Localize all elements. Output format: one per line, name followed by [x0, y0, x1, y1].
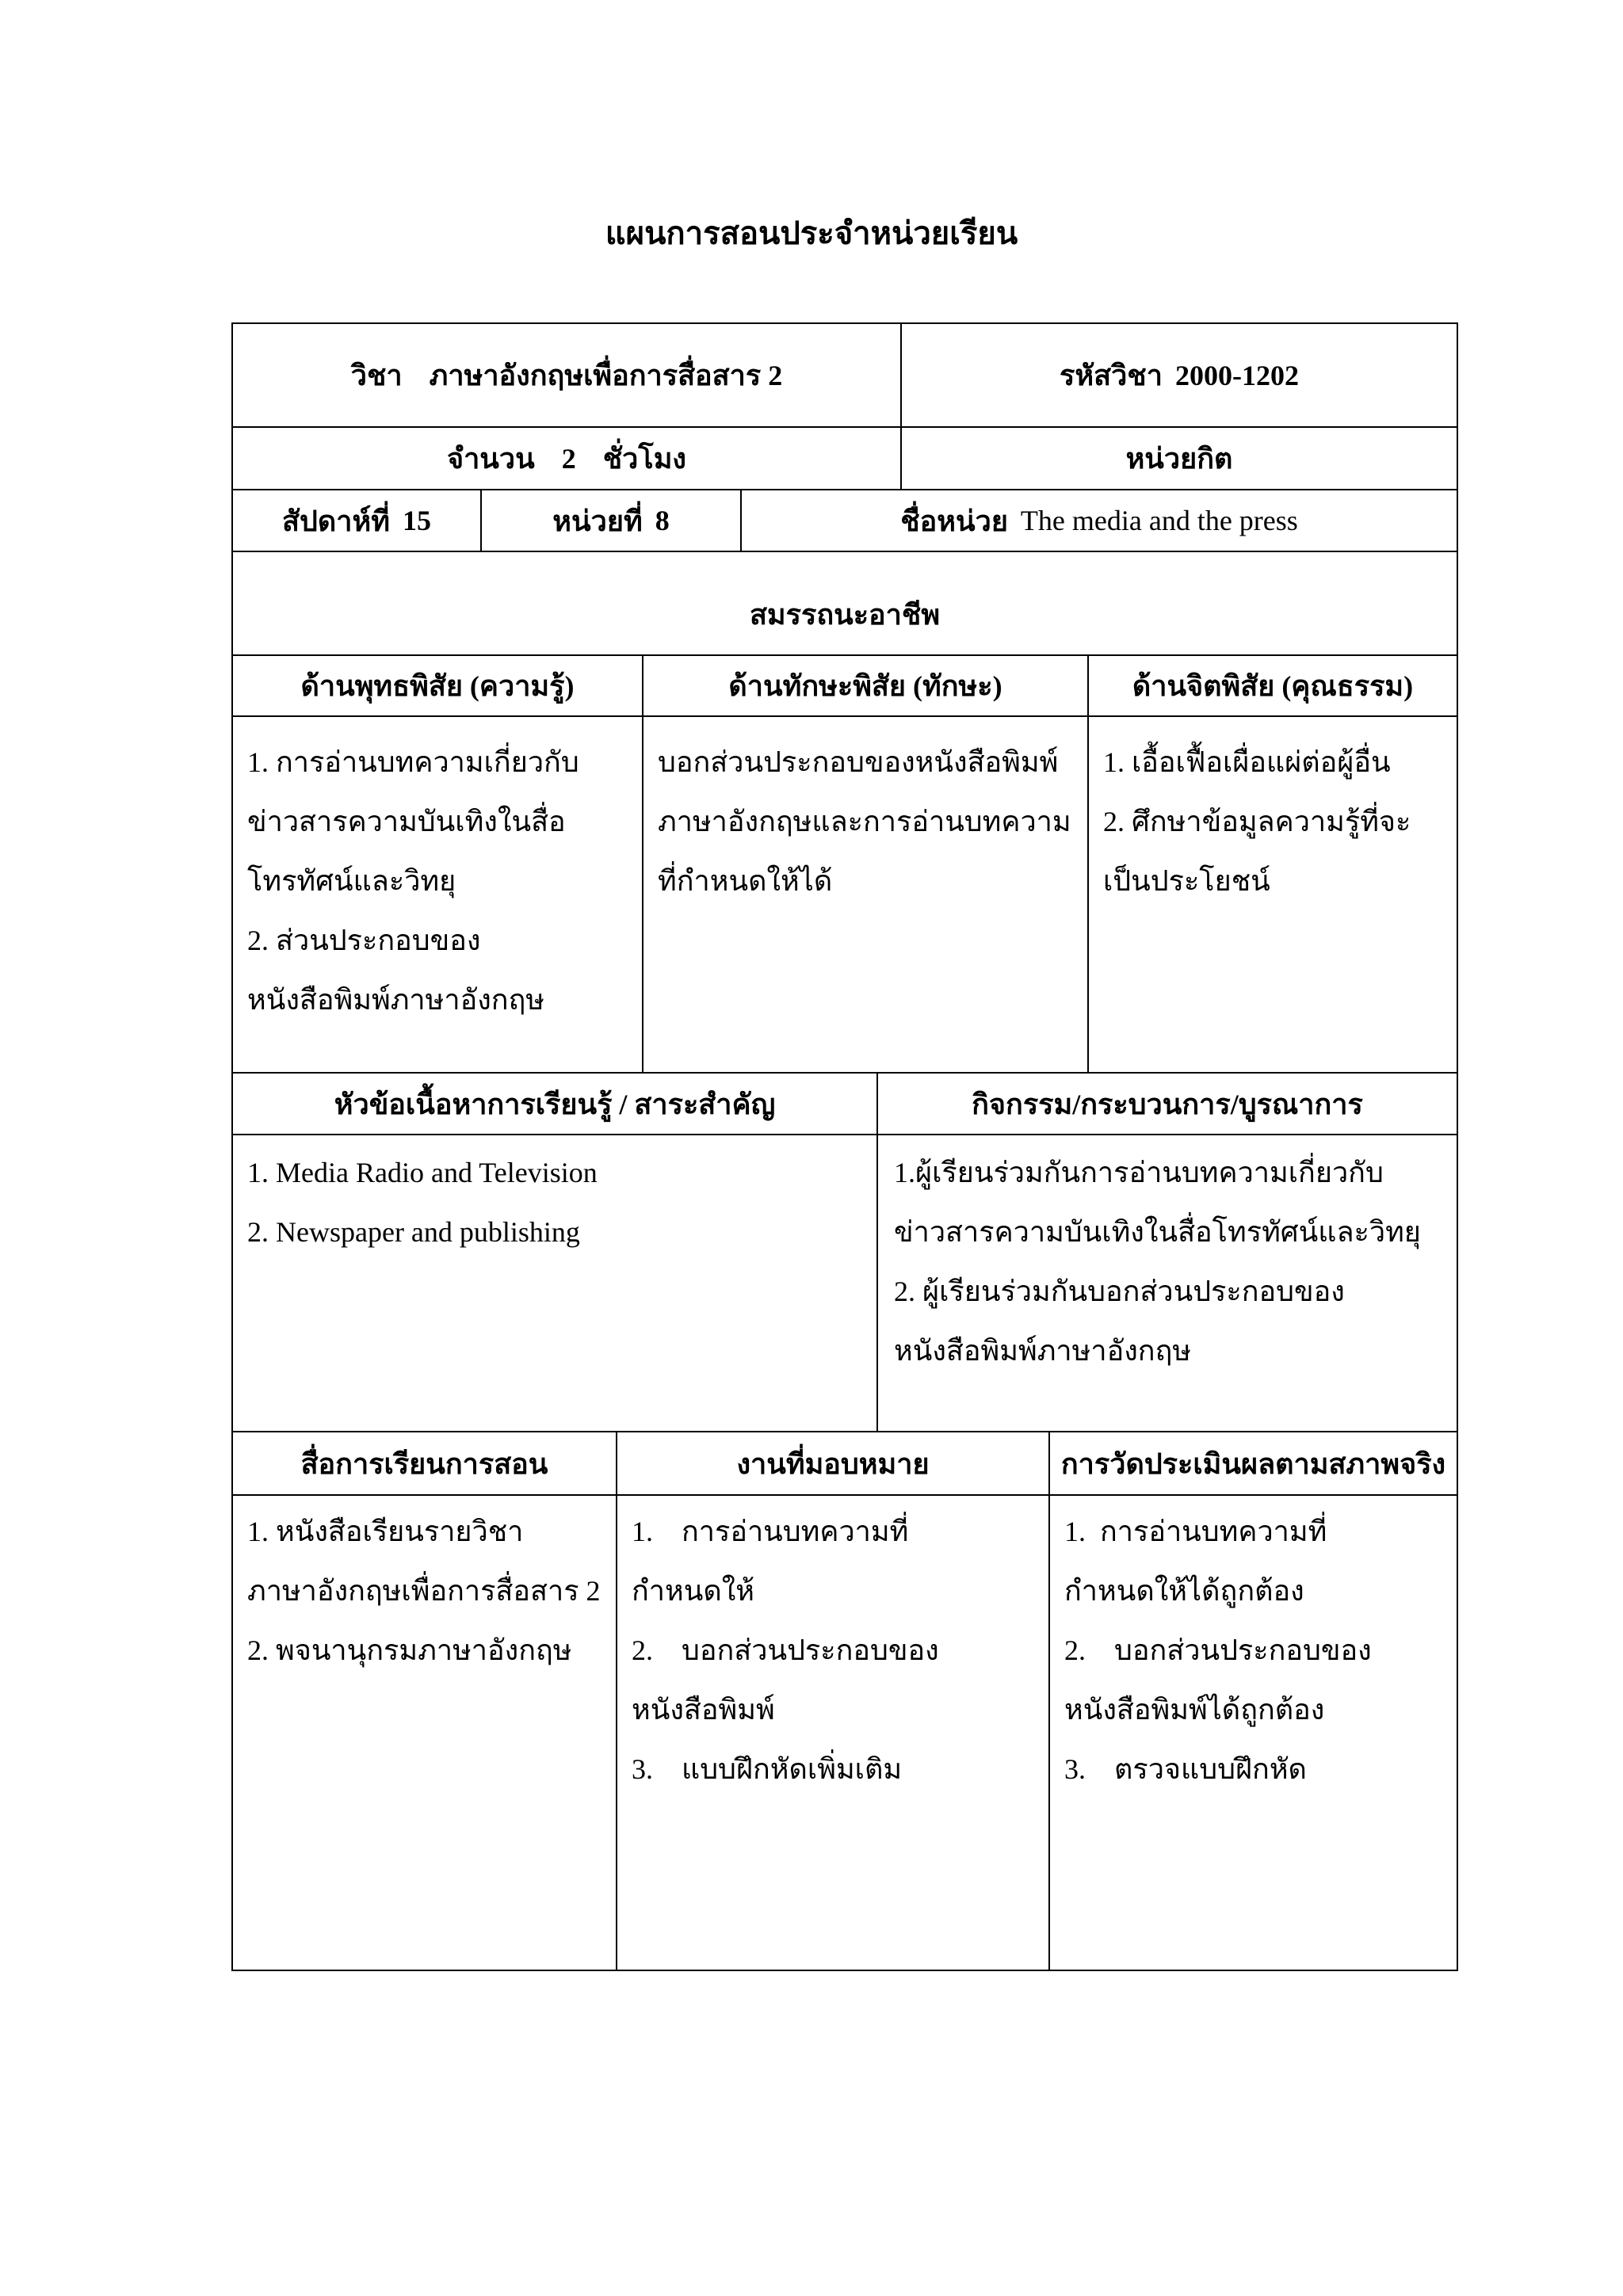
topics-header: หัวข้อเนื้อหาการเรียนรู้ / สาระสำคัญ — [233, 1074, 878, 1135]
list-item: 2. บอกส่วนประกอบของ — [632, 1634, 939, 1666]
list-item: กำหนดให้ได้ถูกต้อง — [1064, 1575, 1304, 1607]
subject-name: ภาษาอังกฤษเพื่อการสื่อสาร 2 — [429, 360, 783, 391]
subject-label: วิชา — [350, 360, 403, 391]
competency-block — [231, 551, 1458, 1074]
list-item: 1. การอ่านบทความที่ — [1064, 1516, 1327, 1547]
week-value: 15 — [402, 505, 431, 536]
list-item: ข่าวสารความบันเทิงในสื่อ — [247, 806, 566, 837]
activities-body — [878, 1135, 1457, 1431]
list-item: 2. Newspaper and publishing — [247, 1216, 580, 1248]
list-item: 2. ผู้เรียนร่วมกันบอกส่วนประกอบของ — [894, 1276, 1345, 1307]
code-cell — [902, 324, 1457, 428]
list-item: หนังสือพิมพ์ภาษาอังกฤษ — [894, 1335, 1192, 1367]
list-item: ข่าวสารความบันเทิงในสื่อโทรทัศน์และวิทยุ — [894, 1216, 1421, 1248]
hours-unit: ชั่วโมง — [602, 443, 687, 475]
cognitive-header: ด้านพุทธพิสัย (ความรู้) — [233, 656, 643, 717]
list-item: 1. หนังสือเรียนรายวิชา — [247, 1516, 524, 1547]
list-item: บอกส่วนประกอบของหนังสือพิมพ์ — [658, 746, 1059, 778]
psychomotor-body — [643, 717, 1089, 1072]
unit-label: หน่วยที่ — [552, 505, 643, 537]
assignment-body — [617, 1496, 1050, 1970]
list-item: ภาษาอังกฤษและการอ่านบทความ — [658, 806, 1071, 837]
unit-name-label: ชื่อหน่วย — [900, 505, 1008, 537]
unit-name-value: The media and the press — [1020, 505, 1298, 536]
header-block — [231, 322, 1458, 552]
list-item: 2. ศึกษาข้อมูลความรู้ที่จะ — [1103, 806, 1411, 837]
competency-heading: สมรรถนะอาชีพ — [233, 552, 1457, 656]
code-label: รหัสวิชา — [1060, 360, 1163, 391]
list-item: 1. การอ่านบทความที่ — [632, 1516, 909, 1547]
list-item: กำหนดให้ — [632, 1575, 755, 1607]
week-cell — [233, 490, 482, 551]
unit-value: 8 — [655, 505, 670, 536]
cognitive-body — [233, 717, 643, 1072]
list-item: 1. การอ่านบทความเกี่ยวกับ — [247, 746, 579, 778]
week-label: สัปดาห์ที่ — [282, 505, 390, 537]
list-item: ที่กำหนดให้ได้ — [658, 865, 833, 897]
activities-header: กิจกรรม/กระบวนการ/บูรณาการ — [878, 1074, 1457, 1135]
unit-cell — [482, 490, 742, 551]
content-block — [231, 1072, 1458, 1432]
list-item: 1. Media Radio and Television — [247, 1157, 598, 1188]
hours-cell — [233, 428, 902, 490]
assessment-body — [1050, 1496, 1457, 1970]
assignment-header: งานที่มอบหมาย — [617, 1432, 1050, 1496]
list-item: 2. ส่วนประกอบของ — [247, 925, 481, 956]
affective-header: ด้านจิตพิสัย (คุณธรรม) — [1089, 656, 1457, 717]
list-item: 2. พจนานุกรมภาษาอังกฤษ — [247, 1634, 572, 1666]
topics-body — [233, 1135, 878, 1431]
list-item: โทรทัศน์และวิทยุ — [247, 865, 456, 897]
affective-body — [1089, 717, 1457, 1072]
list-item: ภาษาอังกฤษเพื่อการสื่อสาร 2 — [247, 1575, 601, 1607]
list-item: 2. บอกส่วนประกอบของ — [1064, 1634, 1372, 1666]
page-title: แผนการสอนประจำหน่วยเรียน — [605, 215, 1018, 251]
hours-value: 2 — [561, 442, 576, 475]
list-item: 3. ตรวจแบบฝึกหัด — [1064, 1753, 1307, 1785]
psychomotor-header: ด้านทักษะพิสัย (ทักษะ) — [643, 656, 1089, 717]
subject-cell — [233, 324, 902, 428]
list-item: หนังสือพิมพ์ภาษาอังกฤษ — [247, 984, 545, 1016]
credit-cell — [902, 428, 1457, 490]
assessment-header: การวัดประเมินผลตามสภาพจริง — [1050, 1432, 1457, 1496]
media-body — [233, 1496, 617, 1970]
list-item: 1. เอื้อเฟื้อเผื่อแผ่ต่อผู้อื่น — [1103, 746, 1391, 778]
list-item: หนังสือพิมพ์ — [632, 1694, 775, 1726]
media-header: สื่อการเรียนการสอน — [233, 1432, 617, 1496]
list-item: เป็นประโยชน์ — [1103, 865, 1270, 897]
hours-label: จำนวน — [446, 443, 535, 475]
code-value: 2000-1202 — [1174, 359, 1299, 391]
list-item: 3. แบบฝึกหัดเพิ่มเติม — [632, 1753, 903, 1785]
list-item: หนังสือพิมพ์ได้ถูกต้อง — [1064, 1694, 1325, 1726]
resources-block — [231, 1431, 1458, 1971]
credit-label: หน่วยกิต — [1125, 443, 1233, 475]
unit-name-cell — [742, 490, 1457, 551]
list-item: 1.ผู้เรียนร่วมกันการอ่านบทความเกี่ยวกับ — [894, 1157, 1384, 1188]
